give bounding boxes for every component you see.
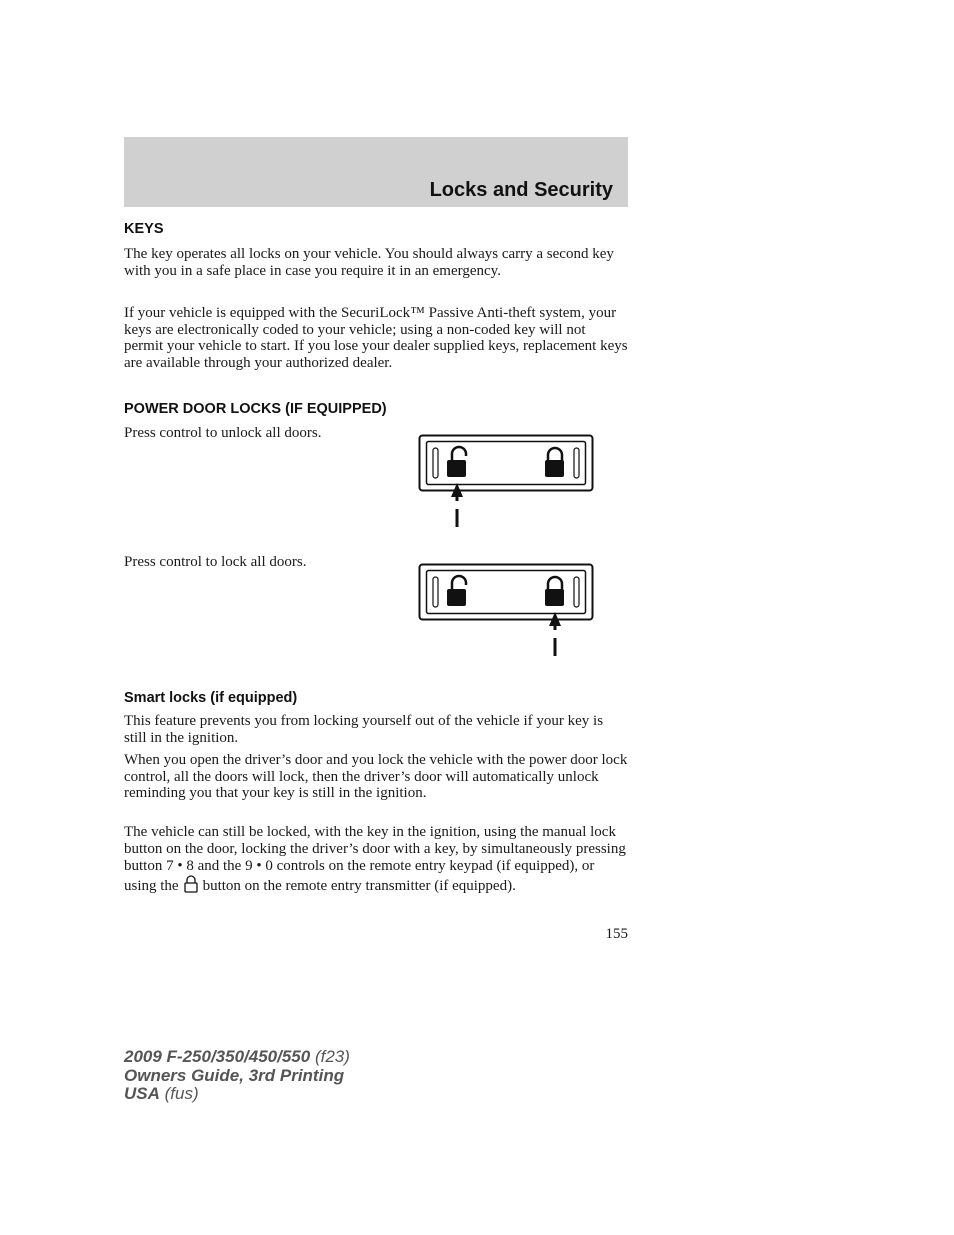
- footer-model-code: (f23): [314, 1047, 350, 1066]
- footer-line-1: [124, 1048, 350, 1067]
- paragraph-3-after: button on the remote entry transmitter (if equipped).: [202, 878, 516, 894]
- footer-line-3: [124, 1085, 350, 1104]
- smart-locks-paragraph-1-block: [124, 713, 628, 746]
- keys-section: [124, 221, 628, 237]
- unlock-instruction: Press control to unlock all doors.: [124, 425, 322, 441]
- section-title: Locks and Security: [429, 179, 613, 201]
- smart-locks-paragraph-3: [124, 824, 628, 895]
- section-header-band: [124, 137, 628, 207]
- power-locks-heading: POWER DOOR LOCKS (IF EQUIPPED): [124, 401, 387, 417]
- smart-locks-paragraph-3-block: [124, 824, 628, 895]
- lock-instruction: Press control to lock all doors.: [124, 554, 307, 570]
- smart-locks-paragraph-1: This feature prevents you from locking yourself out of the vehicle if your key is still in the ignition.: [124, 713, 604, 746]
- keys-paragraph-1: The key operates all locks on your vehicle. You should always carry a second key with you in a safe place in case you require it in an emergency.: [124, 246, 614, 279]
- keys-paragraph-2: If your vehicle is equipped with the SecuriLock™ Passive Anti-theft system, your keys are electronically coded to your vehicle; using a non-coded key will not permit your vehicle to start. If you lose your dealer supplied keys, replacement keys are available through your authorized dealer.: [124, 305, 628, 371]
- keys-heading: KEYS: [124, 221, 164, 237]
- smart-locks-heading: Smart locks (if equipped): [124, 690, 298, 706]
- footer-market-code: (fus): [164, 1084, 199, 1103]
- paragraph-3-before: The vehicle can still be locked, with the key in the ignition, using the manual lock button on the door, locking the driver’s door with a key, by simultaneously pressing button 7 • 8 and the 9 • 0 controls on the remote entry keypad (if equipped), or using the: [124, 824, 626, 894]
- smart-locks-paragraph-2: When you open the driver’s door and you lock the vehicle with the power door lock control, all the doors will lock, then the driver’s door will automatically unlock reminding you that your key is still in the ignition.: [124, 752, 628, 802]
- footer-model: 2009 F-250/350/450/550: [124, 1047, 311, 1066]
- document-footer: [124, 1048, 350, 1104]
- footer-edition: Owners Guide, 3rd Printing: [124, 1065, 345, 1085]
- footer-market: USA: [124, 1084, 160, 1103]
- smart-locks-heading-block: [124, 690, 628, 706]
- page-number: 155: [605, 926, 628, 942]
- power-locks-heading-block: [124, 401, 628, 417]
- lock-text-block: [124, 554, 384, 571]
- keys-paragraph-2-block: [124, 305, 628, 371]
- lock-button-icon: [183, 875, 199, 893]
- unlock-text-block: [124, 425, 384, 442]
- keys-paragraph-1-block: [124, 246, 628, 279]
- lock-control-figure: [418, 563, 596, 659]
- smart-locks-paragraph-2-block: [124, 752, 628, 802]
- unlock-control-figure: [418, 434, 596, 530]
